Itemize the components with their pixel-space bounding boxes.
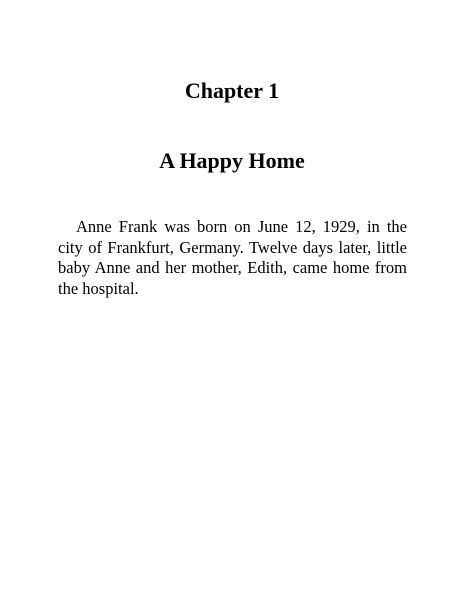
chapter-title: A Happy Home [159,148,305,173]
body-paragraph: Anne Frank was born on June 12, 1929, in the city of Frankfurt, Germany. Twelve days later, little baby Anne and her mother, Edith, came home from the hospital. [58,217,407,298]
chapter-heading: Chapter 1 [184,78,280,103]
